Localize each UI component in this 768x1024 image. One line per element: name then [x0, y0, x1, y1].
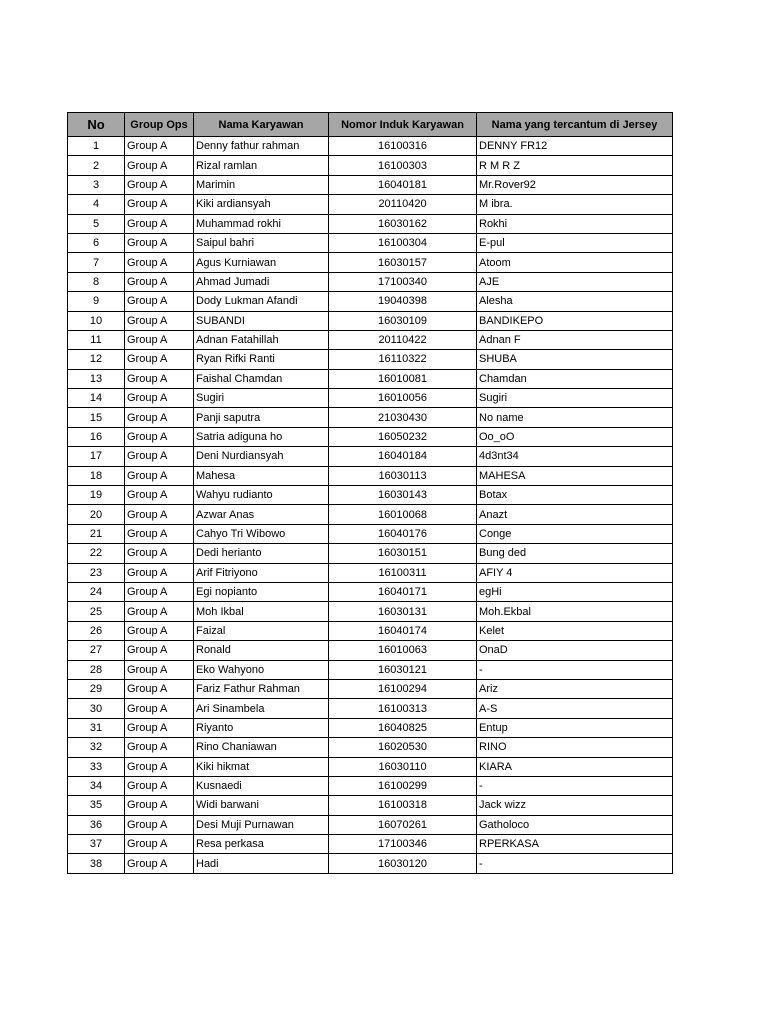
table-row	[68, 214, 673, 233]
employee-name-cell: Fariz Fathur Rahman	[194, 679, 329, 698]
employee-id-cell: 16070261	[329, 815, 477, 834]
group-ops-cell: Group A	[125, 718, 194, 737]
employee-id-cell: 16110322	[329, 350, 477, 369]
jersey-name-cell: RINO	[477, 738, 673, 757]
group-ops-cell: Group A	[125, 582, 194, 601]
group-ops-cell: Group A	[125, 233, 194, 252]
employee-id-cell: 16030109	[329, 311, 477, 330]
jersey-name-cell: -	[477, 854, 673, 873]
employee-id-cell: 16040184	[329, 447, 477, 466]
row-number: 32	[68, 738, 125, 757]
table-row	[68, 272, 673, 291]
employee-id-cell: 20110420	[329, 195, 477, 214]
row-number: 38	[68, 854, 125, 873]
employee-name-cell: Muhammad rokhi	[194, 214, 329, 233]
employee-id-cell: 16030151	[329, 544, 477, 563]
group-ops-cell: Group A	[125, 621, 194, 640]
table-row	[68, 854, 673, 873]
table-row	[68, 544, 673, 563]
employee-id-cell: 16010081	[329, 369, 477, 388]
employee-name-cell: Hadi	[194, 854, 329, 873]
table-row	[68, 447, 673, 466]
row-number: 22	[68, 544, 125, 563]
table-row	[68, 563, 673, 582]
employee-name-cell: Moh Ikbal	[194, 602, 329, 621]
group-ops-cell: Group A	[125, 505, 194, 524]
group-ops-cell: Group A	[125, 679, 194, 698]
employee-name-cell: Kiki ardiansyah	[194, 195, 329, 214]
employee-name-cell: Faizal	[194, 621, 329, 640]
jersey-name-cell: KIARA	[477, 757, 673, 776]
row-number: 13	[68, 369, 125, 388]
jersey-name-cell: -	[477, 776, 673, 795]
employee-name-cell: Ryan Rifki Ranti	[194, 350, 329, 369]
employee-id-cell: 16050232	[329, 427, 477, 446]
group-ops-cell: Group A	[125, 427, 194, 446]
jersey-name-cell: DENNY FR12	[477, 137, 673, 156]
employee-id-cell: 16040181	[329, 175, 477, 194]
row-number: 35	[68, 796, 125, 815]
jersey-name-cell: Moh.Ekbal	[477, 602, 673, 621]
jersey-name-cell: Atoom	[477, 253, 673, 272]
jersey-name-cell: M ibra.	[477, 195, 673, 214]
table-body	[68, 137, 673, 874]
group-ops-cell: Group A	[125, 272, 194, 291]
employee-name-cell: SUBANDI	[194, 311, 329, 330]
group-ops-cell: Group A	[125, 137, 194, 156]
employee-id-cell: 16020530	[329, 738, 477, 757]
group-ops-cell: Group A	[125, 408, 194, 427]
employee-name-cell: Widi barwani	[194, 796, 329, 815]
employee-name-cell: Ari Sinambela	[194, 699, 329, 718]
header-row	[68, 113, 673, 137]
group-ops-cell: Group A	[125, 369, 194, 388]
jersey-name-cell: Oo_oO	[477, 427, 673, 446]
group-ops-cell: Group A	[125, 350, 194, 369]
group-ops-cell: Group A	[125, 796, 194, 815]
table-row	[68, 233, 673, 252]
employee-name-cell: Kusnaedi	[194, 776, 329, 795]
table-row	[68, 660, 673, 679]
jersey-name-cell: Kelet	[477, 621, 673, 640]
group-ops-cell: Group A	[125, 292, 194, 311]
row-number: 15	[68, 408, 125, 427]
group-ops-cell: Group A	[125, 563, 194, 582]
employee-name-cell: Eko Wahyono	[194, 660, 329, 679]
employee-id-cell: 16030121	[329, 660, 477, 679]
row-number: 4	[68, 195, 125, 214]
jersey-name-cell: Adnan F	[477, 330, 673, 349]
jersey-name-cell: Botax	[477, 486, 673, 505]
employee-id-cell: 16030110	[329, 757, 477, 776]
jersey-name-cell: Entup	[477, 718, 673, 737]
row-number: 24	[68, 582, 125, 601]
jersey-name-cell: Ariz	[477, 679, 673, 698]
table-row	[68, 757, 673, 776]
employee-id-cell: 16030162	[329, 214, 477, 233]
employee-name-cell: Dody Lukman Afandi	[194, 292, 329, 311]
jersey-name-cell: RPERKASA	[477, 835, 673, 854]
row-number: 27	[68, 641, 125, 660]
employee-name-cell: Ronald	[194, 641, 329, 660]
jersey-name-cell: Bung ded	[477, 544, 673, 563]
group-ops-cell: Group A	[125, 175, 194, 194]
group-ops-cell: Group A	[125, 815, 194, 834]
employee-name-cell: Ahmad Jumadi	[194, 272, 329, 291]
row-number: 12	[68, 350, 125, 369]
employee-name-cell: Agus Kurniawan	[194, 253, 329, 272]
row-number: 17	[68, 447, 125, 466]
row-number: 36	[68, 815, 125, 834]
jersey-name-cell: OnaD	[477, 641, 673, 660]
row-number: 3	[68, 175, 125, 194]
jersey-name-cell: No name	[477, 408, 673, 427]
employee-name-cell: Sugiri	[194, 389, 329, 408]
table-row	[68, 718, 673, 737]
table-row	[68, 776, 673, 795]
employee-name-cell: Rino Chaniawan	[194, 738, 329, 757]
group-ops-cell: Group A	[125, 602, 194, 621]
employee-id-cell: 16030113	[329, 466, 477, 485]
jersey-name-cell: MAHESA	[477, 466, 673, 485]
employee-name-cell: Dedi herianto	[194, 544, 329, 563]
jersey-name-cell: Rokhi	[477, 214, 673, 233]
employee-id-cell: 16100318	[329, 796, 477, 815]
jersey-name-cell: Gatholoco	[477, 815, 673, 834]
jersey-name-cell: E-pul	[477, 233, 673, 252]
group-ops-cell: Group A	[125, 660, 194, 679]
group-ops-cell: Group A	[125, 156, 194, 175]
jersey-name-cell: AFIY 4	[477, 563, 673, 582]
employee-id-cell: 16010063	[329, 641, 477, 660]
jersey-name-cell: egHi	[477, 582, 673, 601]
table-row	[68, 738, 673, 757]
employee-name-cell: Kiki hikmat	[194, 757, 329, 776]
jersey-name-cell: -	[477, 660, 673, 679]
employee-name-cell: Wahyu rudianto	[194, 486, 329, 505]
jersey-name-cell: 4d3nt34	[477, 447, 673, 466]
employee-id-cell: 17100346	[329, 835, 477, 854]
jersey-name-cell: A-S	[477, 699, 673, 718]
table-row	[68, 582, 673, 601]
employee-jersey-table	[67, 112, 673, 874]
table-row	[68, 699, 673, 718]
employee-name-cell: Desi Muji Purnawan	[194, 815, 329, 834]
employee-name-cell: Marimin	[194, 175, 329, 194]
employee-id-cell: 16030143	[329, 486, 477, 505]
table-row	[68, 835, 673, 854]
employee-name-cell: Deni Nurdiansyah	[194, 447, 329, 466]
group-ops-cell: Group A	[125, 854, 194, 873]
row-number: 8	[68, 272, 125, 291]
employee-name-cell: Faishal Chamdan	[194, 369, 329, 388]
employee-id-cell: 16100304	[329, 233, 477, 252]
row-number: 23	[68, 563, 125, 582]
table-row	[68, 524, 673, 543]
row-number: 25	[68, 602, 125, 621]
employee-id-cell: 16100316	[329, 137, 477, 156]
employee-name-cell: Riyanto	[194, 718, 329, 737]
table-row	[68, 156, 673, 175]
table-row	[68, 505, 673, 524]
employee-id-cell: 16100303	[329, 156, 477, 175]
employee-id-cell: 17100340	[329, 272, 477, 291]
row-number: 29	[68, 679, 125, 698]
row-number: 7	[68, 253, 125, 272]
jersey-name-cell: Anazt	[477, 505, 673, 524]
row-number: 1	[68, 137, 125, 156]
row-number: 21	[68, 524, 125, 543]
employee-id-cell: 16010056	[329, 389, 477, 408]
employee-name-cell: Satria adiguna ho	[194, 427, 329, 446]
employee-id-cell: 16100294	[329, 679, 477, 698]
group-ops-cell: Group A	[125, 311, 194, 330]
table-row	[68, 679, 673, 698]
employee-id-cell: 16040171	[329, 582, 477, 601]
jersey-name-cell: Jack wizz	[477, 796, 673, 815]
row-number: 9	[68, 292, 125, 311]
table-row	[68, 389, 673, 408]
group-ops-cell: Group A	[125, 447, 194, 466]
jersey-name-cell: AJE	[477, 272, 673, 291]
employee-id-cell: 20110422	[329, 330, 477, 349]
employee-id-cell: 16030120	[329, 854, 477, 873]
employee-name-cell: Rizal ramlan	[194, 156, 329, 175]
employee-id-cell: 16010068	[329, 505, 477, 524]
table-row	[68, 408, 673, 427]
row-number: 5	[68, 214, 125, 233]
row-number: 11	[68, 330, 125, 349]
employee-id-cell: 16030131	[329, 602, 477, 621]
row-number: 31	[68, 718, 125, 737]
group-ops-cell: Group A	[125, 486, 194, 505]
row-number: 26	[68, 621, 125, 640]
jersey-name-cell: R M R Z	[477, 156, 673, 175]
row-number: 16	[68, 427, 125, 446]
group-ops-cell: Group A	[125, 214, 194, 233]
table-row	[68, 330, 673, 349]
group-ops-cell: Group A	[125, 330, 194, 349]
table-row	[68, 253, 673, 272]
row-number: 18	[68, 466, 125, 485]
employee-id-cell: 16100299	[329, 776, 477, 795]
jersey-name-cell: Alesha	[477, 292, 673, 311]
employee-name-cell: Panji saputra	[194, 408, 329, 427]
table-row	[68, 815, 673, 834]
employee-id-cell: 16040174	[329, 621, 477, 640]
table-row	[68, 137, 673, 156]
row-number: 6	[68, 233, 125, 252]
group-ops-cell: Group A	[125, 757, 194, 776]
employee-name-cell: Adnan Fatahillah	[194, 330, 329, 349]
jersey-name-cell: Chamdan	[477, 369, 673, 388]
group-ops-cell: Group A	[125, 641, 194, 660]
group-ops-cell: Group A	[125, 524, 194, 543]
column-header-nomor-induk: Nomor Induk Karyawan	[329, 113, 477, 137]
group-ops-cell: Group A	[125, 738, 194, 757]
employee-name-cell: Mahesa	[194, 466, 329, 485]
row-number: 14	[68, 389, 125, 408]
table-row	[68, 641, 673, 660]
jersey-name-cell: SHUBA	[477, 350, 673, 369]
table-row	[68, 292, 673, 311]
employee-name-cell: Saipul bahri	[194, 233, 329, 252]
column-header-nama-jersey: Nama yang tercantum di Jersey	[477, 113, 673, 137]
row-number: 37	[68, 835, 125, 854]
row-number: 28	[68, 660, 125, 679]
row-number: 2	[68, 156, 125, 175]
row-number: 33	[68, 757, 125, 776]
employee-id-cell: 16100311	[329, 563, 477, 582]
table-row	[68, 175, 673, 194]
group-ops-cell: Group A	[125, 776, 194, 795]
column-header-group-ops: Group Ops	[125, 113, 194, 137]
row-number: 20	[68, 505, 125, 524]
jersey-name-cell: Mr.Rover92	[477, 175, 673, 194]
row-number: 10	[68, 311, 125, 330]
group-ops-cell: Group A	[125, 466, 194, 485]
group-ops-cell: Group A	[125, 835, 194, 854]
table-row	[68, 369, 673, 388]
table-row	[68, 796, 673, 815]
table-row	[68, 311, 673, 330]
jersey-name-cell: Conge	[477, 524, 673, 543]
table-header	[68, 113, 673, 137]
employee-name-cell: Arif Fitriyono	[194, 563, 329, 582]
employee-id-cell: 16100313	[329, 699, 477, 718]
table-row	[68, 621, 673, 640]
group-ops-cell: Group A	[125, 195, 194, 214]
employee-name-cell: Azwar Anas	[194, 505, 329, 524]
table-row	[68, 427, 673, 446]
row-number: 34	[68, 776, 125, 795]
table-row	[68, 486, 673, 505]
employee-name-cell: Cahyo Tri Wibowo	[194, 524, 329, 543]
row-number: 19	[68, 486, 125, 505]
employee-id-cell: 16030157	[329, 253, 477, 272]
group-ops-cell: Group A	[125, 544, 194, 563]
group-ops-cell: Group A	[125, 389, 194, 408]
table-row	[68, 466, 673, 485]
employee-id-cell: 16040176	[329, 524, 477, 543]
column-header-nama-karyawan: Nama Karyawan	[194, 113, 329, 137]
column-header-no: No	[68, 113, 125, 137]
employee-name-cell: Resa perkasa	[194, 835, 329, 854]
group-ops-cell: Group A	[125, 253, 194, 272]
table-row	[68, 602, 673, 621]
employee-id-cell: 16040825	[329, 718, 477, 737]
row-number: 30	[68, 699, 125, 718]
table-row	[68, 350, 673, 369]
employee-name-cell: Egi nopianto	[194, 582, 329, 601]
employee-name-cell: Denny fathur rahman	[194, 137, 329, 156]
employee-id-cell: 21030430	[329, 408, 477, 427]
table-row	[68, 195, 673, 214]
group-ops-cell: Group A	[125, 699, 194, 718]
jersey-name-cell: BANDIKEPO	[477, 311, 673, 330]
employee-id-cell: 19040398	[329, 292, 477, 311]
jersey-name-cell: Sugiri	[477, 389, 673, 408]
